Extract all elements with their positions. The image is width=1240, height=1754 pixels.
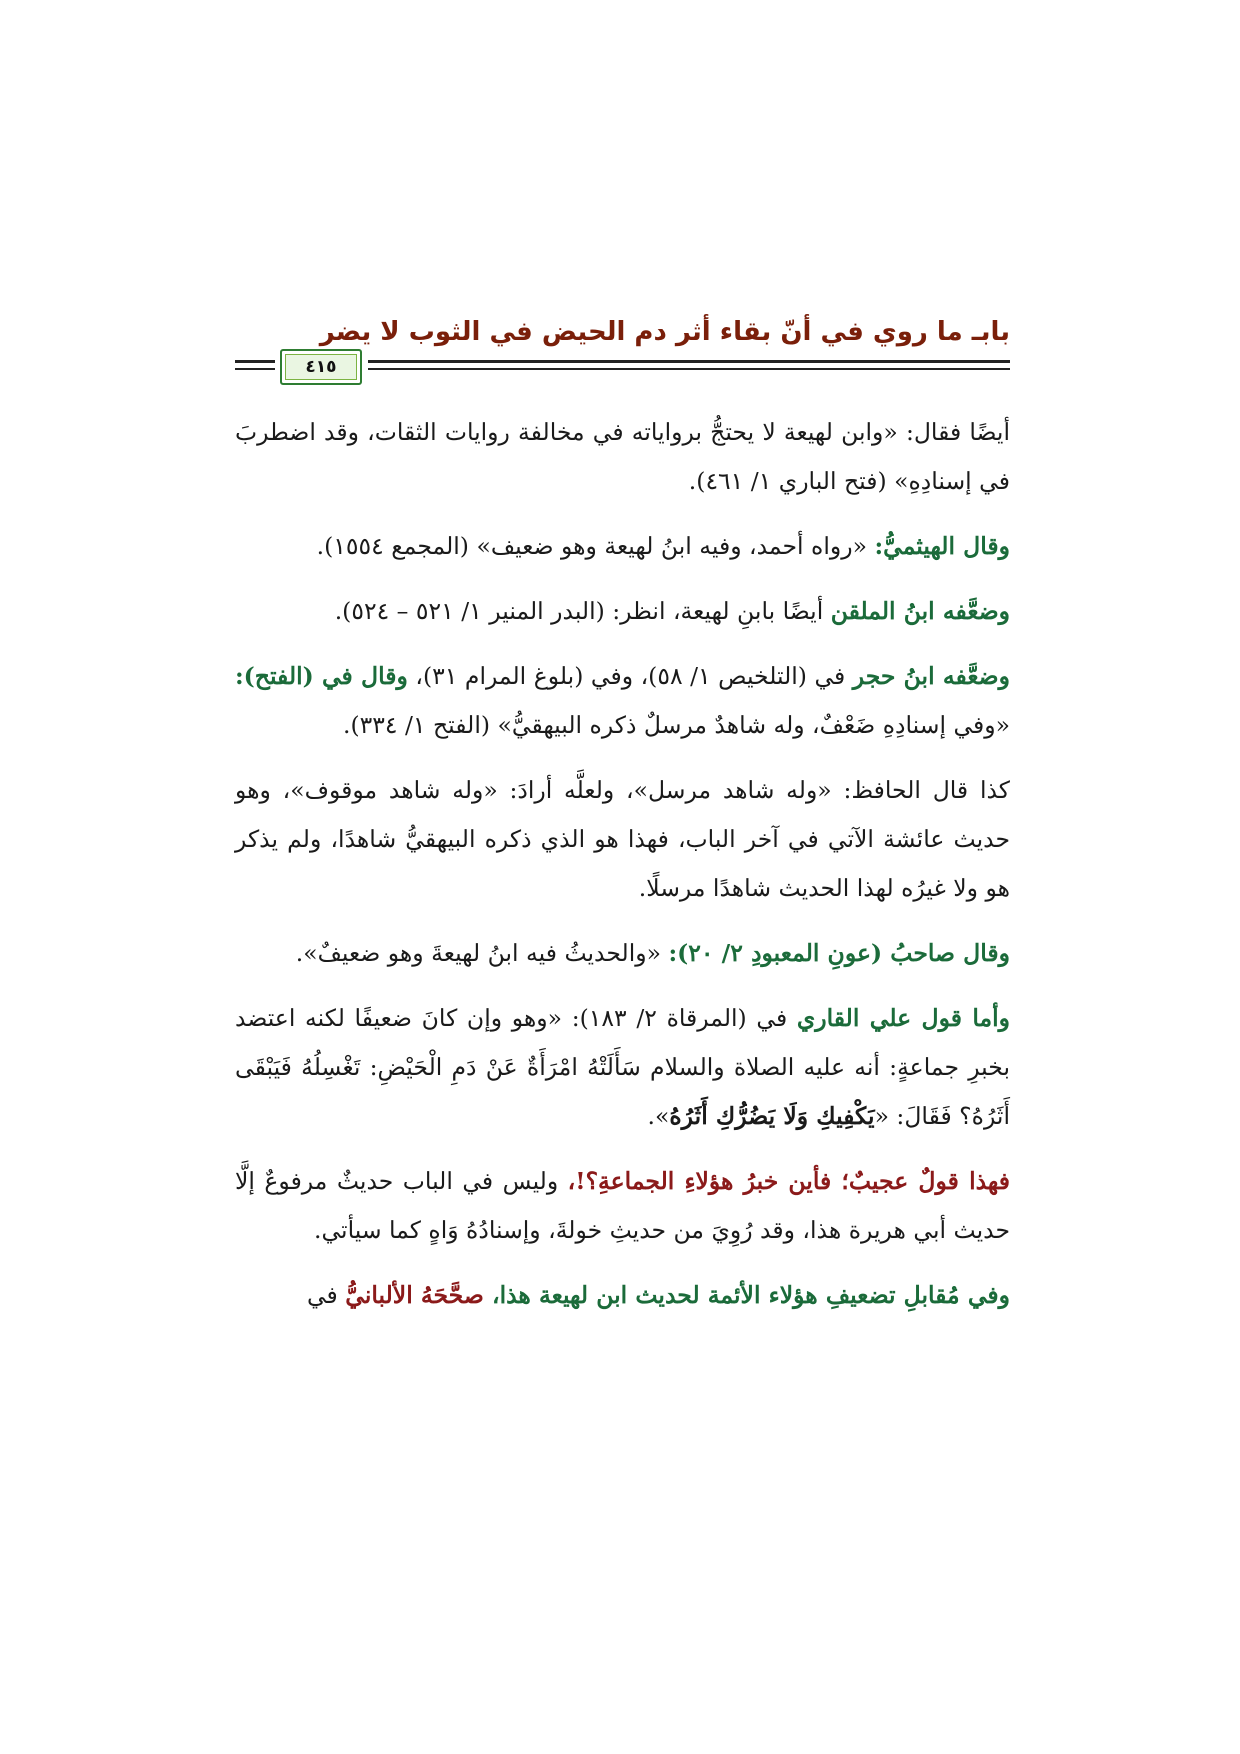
hadith-quote: يَكْفِيكِ وَلَا يَضُرُّكِ أَثَرُهُ [669,1102,875,1130]
main-text [235,408,1010,1336]
page-header [235,312,1010,382]
paragraph-4-lead-2: وقال في (الفتح): [235,662,408,690]
paragraph-2 [235,522,1010,571]
paragraph-1 [235,408,1010,506]
paragraph-2-lead: وقال الهيثميُّ: [874,532,1010,560]
paragraph-8-lead: فهذا قولٌ عجيبٌ؛ فأين خبرُ هؤلاءِ الجماعةِ؟!، [567,1167,1010,1195]
paragraph-3 [235,587,1010,636]
paragraph-6 [235,929,1010,978]
header-rule-bottom-right [368,368,1010,370]
paragraph-5-text: كذا قال الحافظ: «وله شاهد مرسل»، ولعلَّه أرادَ: «وله شاهد موقوف»، وهو حديث عائشة الآتي في آخر الباب، فهذا هو الذي ذكره البيهقيُّ شاهدًا، ولم يذكر هو ولا غيرُه لهذا الحديث شاهدًا مرسلًا. [235,776,1010,902]
paragraph-3-text: أيضًا بابنِ لهيعة، انظر: (البدر المنير ١/ ٥٢١ – ٥٢٤). [334,597,831,625]
paragraph-6-lead: وقال صاحبُ (عونِ المعبودِ ٢/ ٢٠): [668,939,1010,967]
paragraph-4-text-1: في (التلخيص ١/ ٥٨)، وفي (بلوغ المرام ٣١)، [407,662,853,690]
paragraph-9-lead: وفي مُقابلِ تضعيفِ هؤلاء الأئمة لحديث ابن لهيعة هذا، [491,1281,1010,1309]
paragraph-9-lead-2: صحَّحَهُ الألبانيُّ [345,1281,492,1309]
paragraph-1-text: أيضًا فقال: «وابن لهيعة لا يحتجُّ برواياته في مخالفة روايات الثقات، وقد اضطربَ في إسنادِهِ» (فتح الباري ١/ ٤٦١). [235,418,1010,495]
page-number-badge [280,349,362,385]
paragraph-5 [235,766,1010,913]
paragraph-6-text: «والحديثُ فيه ابنُ لهيعةَ وهو ضعيفٌ». [295,939,669,967]
paragraph-4-text-2: «وفي إسنادِهِ ضَعْفٌ، وله شاهدٌ مرسلٌ ذكره البيهقيُّ» (الفتح ١/ ٣٣٤). [343,711,1010,739]
paragraph-4-lead: وضعَّفه ابنُ حجر [852,662,1010,690]
paragraph-7-lead: وأما قول علي القاري [796,1004,1010,1032]
header-rule-top-right [368,360,1010,363]
paragraph-8-text: وليس في الباب حديثٌ مرفوعٌ إلَّا حديث أبي هريرة هذا، وقد رُوِيَ من حديثِ خولةَ، وإسنادُهُ وَاهٍ كما سيأتي. [235,1167,1010,1244]
paragraph-7-text: في (المرقاة ٢/ ١٨٣): «وهو وإن كانَ ضعيفًا لكنه اعتضد بخبرِ جماعةٍ: أنه عليه الصلاة والسلام سَأَلَتْهُ امْرَأَةٌ عَنْ دَمِ الْحَيْضِ: تَغْسِلُهُ فَيَبْقَى أَثَرُهُ؟ فَقَالَ: « [235,1004,1010,1130]
paragraph-4 [235,652,1010,750]
header-rule-bottom-left [235,368,275,370]
page-number: ٤١٥ [305,357,337,377]
paragraph-3-lead: وضعَّفه ابنُ الملقن [830,597,1010,625]
paragraph-9-text: في [306,1281,346,1309]
paragraph-7-tail: ». [647,1102,670,1130]
paragraph-2-text: «رواه أحمد، وفيه ابنُ لهيعة وهو ضعيف» (المجمع ١٥٥٤). [316,532,875,560]
chapter-title: بابـ ما روي في أنّ بقاء أثر دم الحيض في الثوب لا يضر [319,317,1010,347]
paragraph-9 [235,1271,1010,1320]
paragraph-7 [235,994,1010,1141]
paragraph-8 [235,1157,1010,1255]
header-rule-top-left [235,360,275,363]
